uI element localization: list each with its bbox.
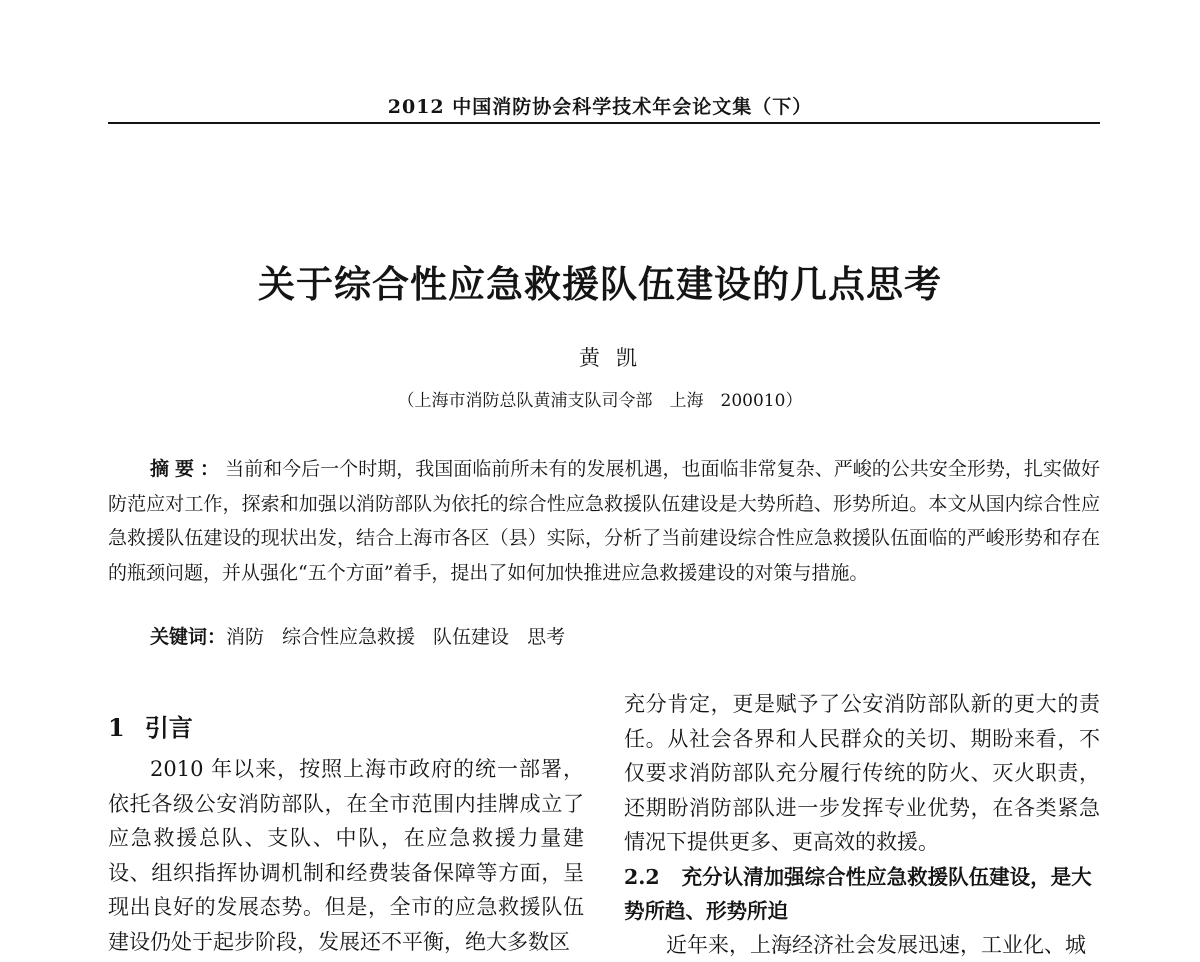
paper-title: 关于综合性应急救援队伍建设的几点思考 bbox=[0, 254, 1200, 308]
body-paragraph: 近年来，上海经济社会发展迅速，工业化、城 bbox=[624, 928, 1100, 962]
body-paragraph: 2010 年以来，按照上海市政府的统一部署，依托各级公安消防部队，在全市范围内挂牌成立了应急救援总队、支队、中队，在应急救援力量建设、组织指挥协调机制和经费装备保障等方面，呈现出良好的发展态势。但是，全市的应急救援队伍建设仍处于起步阶段，发展还不平衡，绝大多数区 bbox=[108, 752, 584, 959]
left-column bbox=[108, 700, 584, 959]
subsection-title: 充分认清加强综合性应急救援队伍建设，是大势所趋、形势所迫 bbox=[624, 865, 1092, 923]
body-paragraph-continued: 充分肯定，更是赋予了公安消防部队新的更大的责任。从社会各界和人民群众的关切、期盼来看，不仅要求消防部队充分履行传统的防火、灭火职责，还期盼消防部队进一步发挥专业优势，在各类紧急情况下提供更多、更高效的救援。 bbox=[624, 687, 1100, 860]
running-header: 2012 中国消防协会科学技术年会论文集（下） bbox=[0, 92, 1200, 119]
abstract-text: 当前和今后一个时期，我国面临前所未有的发展机遇，也面临非常复杂、严峻的公共安全形势，扎实做好防范应对工作，探索和加强以消防部队为依托的综合性应急救援队伍建设是大势所趋、形势所迫。本文从国内综合性应急救援队伍建设的现状出发，结合上海市各区（县）实际，分析了当前建设综合性应急救援队伍面临的严峻形势和存在的瓶颈问题，并从强化“五个方面”着手，提出了如何加快推进应急救援建设的对策与措施。 bbox=[108, 458, 1100, 584]
header-rule bbox=[108, 122, 1100, 124]
keywords bbox=[150, 622, 1100, 652]
abstract-label: 摘要： bbox=[150, 458, 225, 480]
keywords-label: 关键词： bbox=[150, 626, 226, 648]
keyword-item: 综合性应急救援 bbox=[282, 626, 415, 648]
abstract bbox=[108, 452, 1100, 590]
keyword-item: 思考 bbox=[527, 626, 565, 648]
subsection-heading bbox=[624, 860, 1100, 928]
subsection-number: 2.2 bbox=[624, 865, 660, 889]
author-affiliation: （上海市消防总队黄浦支队司令部 上海 200010） bbox=[0, 386, 1200, 411]
keyword-item: 队伍建设 bbox=[433, 626, 509, 648]
right-column bbox=[624, 687, 1100, 962]
author-name: 黄凯 bbox=[0, 342, 1200, 372]
section-title: 引言 bbox=[145, 713, 193, 742]
section-number: 1 bbox=[108, 713, 125, 742]
keyword-item: 消防 bbox=[226, 626, 264, 648]
section-heading bbox=[108, 708, 584, 738]
